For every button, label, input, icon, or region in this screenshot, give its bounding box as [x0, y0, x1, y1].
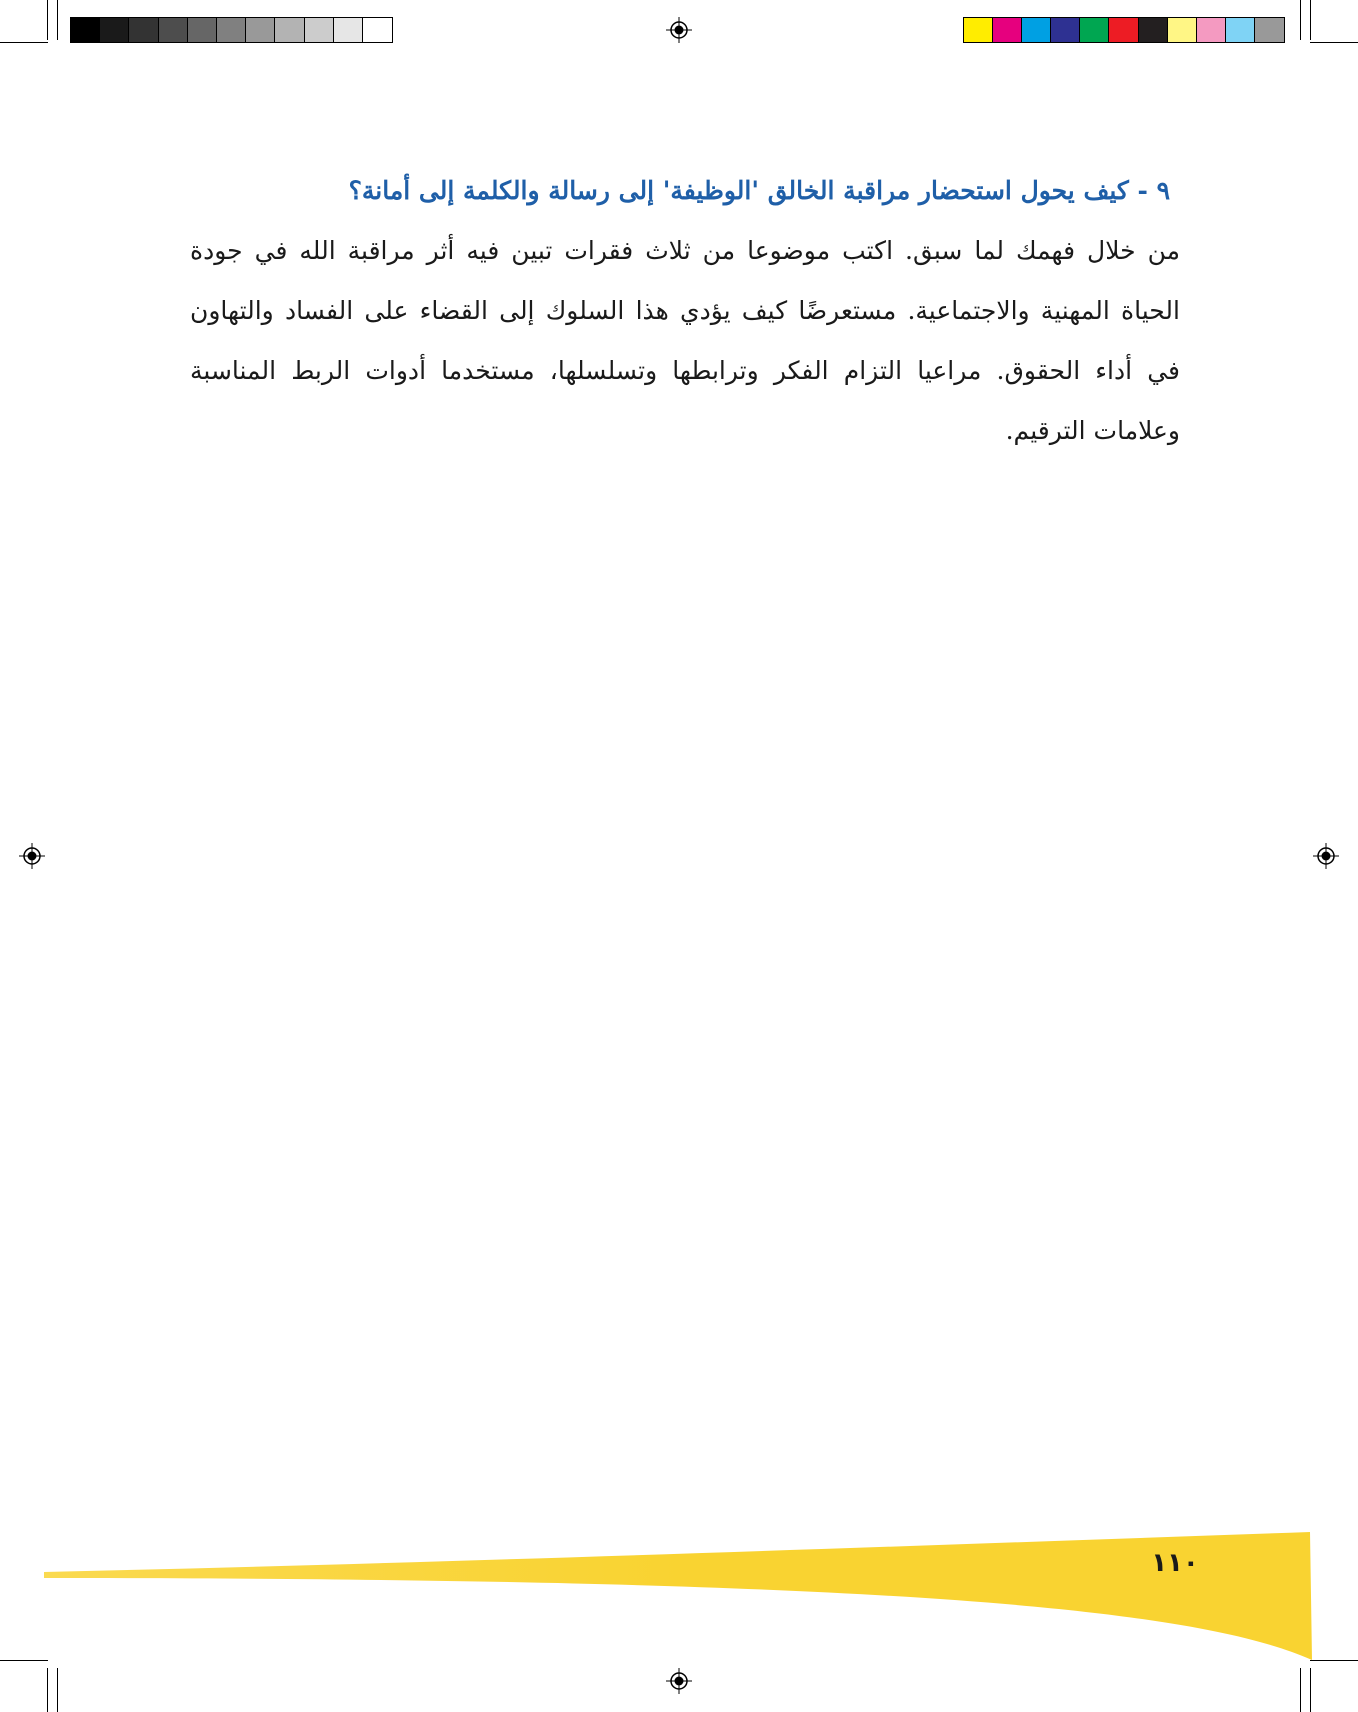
color-calibration-strip: [963, 17, 1285, 43]
crop-mark: [1300, 0, 1301, 40]
calibration-swatch: [363, 18, 392, 42]
crop-mark: [0, 1660, 48, 1661]
footer-band: [0, 1520, 1358, 1660]
calibration-swatch: [1168, 18, 1197, 42]
calibration-swatch: [275, 18, 304, 42]
calibration-swatch: [1109, 18, 1138, 42]
crop-mark: [1310, 0, 1311, 40]
calibration-swatch: [129, 18, 158, 42]
calibration-swatch: [334, 18, 363, 42]
crop-mark: [1310, 42, 1358, 43]
calibration-swatch: [1197, 18, 1226, 42]
calibration-swatch: [1022, 18, 1051, 42]
calibration-swatch: [964, 18, 993, 42]
calibration-swatch: [993, 18, 1022, 42]
grayscale-calibration-strip: [70, 17, 393, 43]
question-title: ٩ - كيف يحول استحضار مراقبة الخالق 'الوظيفة' إلى رسالة والكلمة إلى أمانة؟: [348, 176, 1170, 205]
crop-mark: [57, 0, 58, 40]
calibration-swatch: [305, 18, 334, 42]
registration-mark-icon: [666, 1668, 692, 1694]
registration-mark-icon: [666, 17, 692, 43]
registration-mark-icon: [19, 843, 45, 869]
crop-mark: [47, 0, 48, 40]
calibration-swatch: [1139, 18, 1168, 42]
crop-mark: [1310, 1660, 1358, 1661]
crop-mark: [1300, 1668, 1301, 1712]
calibration-swatch: [100, 18, 129, 42]
calibration-swatch: [1080, 18, 1109, 42]
calibration-swatch: [1255, 18, 1284, 42]
calibration-swatch: [71, 18, 100, 42]
calibration-swatch: [1051, 18, 1080, 42]
question-body: من خلال فهمك لما سبق. اكتب موضوعا من ثلاث فقرات تبين فيه أثر مراقبة الله في جودة الحياة المهنية والاجتماعية. مستعرضًا كيف يؤدي هذا السلوك إلى القضاء على الفساد والتهاون في أداء الحقوق. مراعيا التزام الفكر وترابطها وتسلسلها، مستخدما أدوات الربط المناسبة وعلامات الترقيم.: [190, 236, 1180, 445]
calibration-swatch: [217, 18, 246, 42]
question-section: [190, 165, 1180, 461]
calibration-swatch: [1226, 18, 1255, 42]
crop-mark: [57, 1668, 58, 1712]
calibration-swatch: [188, 18, 217, 42]
page-number: ١١٠: [1151, 1548, 1199, 1578]
registration-mark-icon: [1313, 843, 1339, 869]
crop-mark: [47, 1668, 48, 1712]
crop-mark: [0, 42, 48, 43]
calibration-swatch: [246, 18, 275, 42]
calibration-swatch: [159, 18, 188, 42]
crop-mark: [1310, 1668, 1311, 1712]
